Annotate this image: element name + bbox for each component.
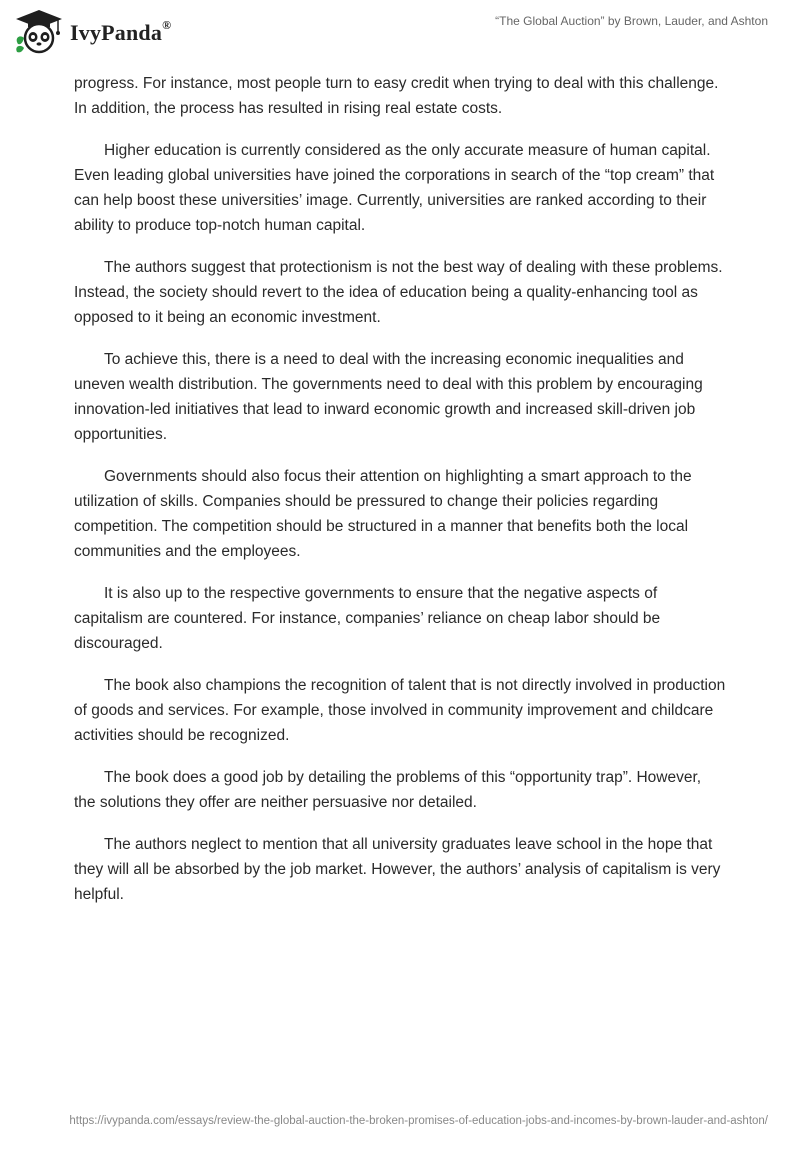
paragraph-4: To achieve this, there is a need to deal with the increasing economic inequalities and uneven wealth distribution. The governments need to deal with this problem by encouraging innovation-led initiatives that lead to inward economic growth and increased skill-driven job opportunities. (74, 351, 703, 443)
paragraph-5: Governments should also focus their attention on highlighting a smart approach to the utilization of skills. Companies should be pressured to change their policies regarding competition. The competition should be structured in a manner that benefits both the local communities and the employees. (74, 468, 692, 560)
paragraph-8: The book does a good job by detailing the problems of this “opportunity trap”. However, the solutions they offer are neither persuasive nor detailed. (74, 769, 702, 811)
document-title: “The Global Auction” by Brown, Lauder, and Ashton (495, 14, 768, 28)
brand-logo[interactable] (14, 8, 171, 54)
brand-name: IvyPanda® (70, 18, 172, 45)
page-header (0, 0, 800, 70)
paragraph-2: Higher education is currently considered as the only accurate measure of human capital. Even leading global universities have joined the corporations in search of the “top cream” that can help boost these universities’ image. Currently, universities are ranked according to their ability to produce top-notch human capital. (74, 142, 715, 234)
essay-body (74, 71, 726, 924)
paragraph-6: It is also up to the respective governments to ensure that the negative aspects of capitalism are countered. For instance, companies’ reliance on cheap labor should be discouraged. (74, 585, 661, 652)
paragraph-1: progress. For instance, most people turn to easy credit when trying to deal with this challenge. In addition, the process has resulted in rising real estate costs. (74, 75, 719, 117)
source-url[interactable]: https://ivypanda.com/essays/review-the-global-auction-the-broken-promises-of-education-jobs-and-incomes-by-brown-lauder-and-ashton/ (69, 1115, 768, 1127)
registered-mark: ® (162, 18, 172, 32)
paragraph-9: The authors neglect to mention that all university graduates leave school in the hope that they will all be absorbed by the job market. However, the authors’ analysis of capitalism is very helpful. (74, 836, 721, 903)
paragraph-3: The authors suggest that protectionism is not the best way of dealing with these problems. Instead, the society should revert to the idea of education being a quality-enhancing tool as opposed to it being an economic investment. (74, 259, 723, 326)
panda-graduate-icon (14, 8, 64, 54)
paragraph-7: The book also champions the recognition of talent that is not directly involved in production of goods and services. For example, those involved in community improvement and childcare activities should be recognized. (74, 677, 726, 744)
